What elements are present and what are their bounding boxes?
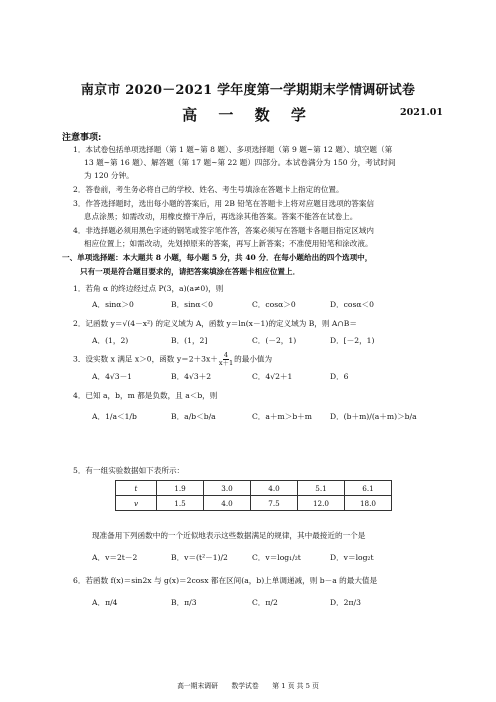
question-6-stem: 6．若函数 f(x)＝sin2x 与 g(x)＝2cosx 都在区间(a，b)上单调递减，则 b－a 的最大值是 (73, 576, 378, 585)
q3-fraction-num: 4 (223, 351, 229, 359)
notes-line: 息点涂黑；如需改动，用橡皮擦干净后，再选涂其他答案。答案不能答在试卷上。 (84, 212, 358, 221)
q1-option-c: C．cosα＞0 (252, 300, 296, 309)
table-cell: 18.0 (345, 496, 392, 511)
notes-line: 1．本试卷包括单项选择题（第 1 题~第 8 题）、多项选择题（第 9 题~第 12 题）、填空题（第 (73, 145, 393, 154)
section-heading: 一、单项选择题：本大题共 8 小题，每小题 5 分，共 40 分．在每小题给出的四个选项中， (62, 253, 373, 262)
question-1-stem: 1．若角 α 的终边经过点 P(3，a)(a≠0)，则 (73, 284, 224, 293)
question-2-stem: 2．记函数 y＝√(4－x²) 的定义域为 A，函数 y＝ln(x－1)的定义域为 B，则 A∩B＝ (73, 319, 357, 328)
question-4-stem: 4．已知 a，b，m 都是负数，且 a＜b，则 (73, 391, 218, 400)
q2-option-d: D．[－2，1) (330, 336, 375, 345)
table-cell: 4.0 (251, 481, 298, 496)
notes-line: 4．非选择题必须用黑色字迹的钢笔或签字笔作答，答案必须写在答题卡各题目指定区域内 (73, 226, 374, 235)
table-cell: 1.5 (157, 496, 204, 511)
question-5-stem: 5．有一组实验数据如下表所示： (73, 466, 185, 475)
table-cell: 12.0 (298, 496, 345, 511)
q4-option-d: D．(b＋m)/(a＋m)＞b/a (330, 412, 417, 421)
table-cell: 7.5 (251, 496, 298, 511)
notes-heading: 注意事项: (62, 133, 102, 143)
question-3-stem (73, 352, 272, 367)
q2-option-b: B．(1，2] (171, 336, 208, 345)
table-cell: 4.0 (204, 496, 251, 511)
q6-option-a: A．π/4 (92, 598, 118, 607)
q4-option-c: C．a＋m＞b＋m (252, 412, 312, 421)
q3-fraction-den: x＋1 (218, 359, 234, 367)
q3-option-a: A．4√3－1 (92, 372, 133, 381)
paper-subject: 高 一 数 学 (182, 106, 314, 124)
q5-option-c: C．v＝log₁/₂t (252, 553, 301, 562)
q6-option-d: D．2π/3 (330, 598, 361, 607)
notes-line: 3．作答选择题时，选出每小题的答案后，用 2B 铅笔在答题卡上将对应题目选项的答案信 (73, 199, 375, 208)
q3-option-c: C．4√2＋1 (252, 372, 293, 381)
q4-option-b: B．a/b＜b/a (171, 412, 216, 421)
q1-option-d: D．cosα＜0 (330, 300, 374, 309)
q1-option-a: A．sinα＞0 (92, 300, 134, 309)
section-heading-2: 只有一项是符合题目要求的，请把答案填涂在答题卡相应位置上． (80, 267, 301, 276)
table-cell: 3.0 (204, 481, 251, 496)
notes-line: 为 120 分钟。 (84, 171, 134, 180)
paper-date: 2021.01 (400, 107, 443, 118)
q3-stem-part-1: 3．设实数 x 满足 x＞0，函数 y＝2＋3x＋ (73, 354, 218, 364)
q5-option-b: B．v＝(t²－1)/2 (171, 553, 228, 562)
q3-option-b: B．4√3＋2 (171, 372, 212, 381)
q5-option-a: A．v＝2t－2 (92, 553, 138, 562)
table-cell: t (116, 481, 157, 496)
table-cell: 5.1 (298, 481, 345, 496)
q6-option-c: C．π/2 (252, 598, 278, 607)
page-footer: 高一期末调研 数学试卷 第 1 页 共 5 页 (177, 682, 319, 690)
q2-option-c: C．(－2，1) (252, 336, 297, 345)
q4-option-a: A．1/a＜1/b (92, 412, 137, 421)
paper-title: 南京市 2020－2021 学年度第一学期期末学情调研试卷 (80, 83, 416, 98)
table-row (116, 481, 392, 496)
table-row (116, 496, 392, 511)
notes-line: 相应位置上；如需改动，先划掉原来的答案，再写上新答案；不准使用铅笔和涂改液。 (84, 239, 373, 248)
q3-fraction (219, 352, 233, 367)
data-table (115, 480, 392, 511)
table-cell: 1.9 (157, 481, 204, 496)
table-cell: v (116, 496, 157, 511)
q3-stem-part-2: 的最小值为 (234, 354, 273, 364)
notes-line: 13 题~第 16 题）、解答题（第 17 题~第 22 题）四部分。本试卷满分为 150 分，考试时间 (84, 158, 396, 167)
q2-option-a: A．(1，2) (92, 336, 129, 345)
table-cell: 6.1 (345, 481, 392, 496)
q1-option-b: B．sinα＜0 (171, 300, 213, 309)
notes-line: 2．答卷前，考生务必将自己的学校、姓名、考生号填涂在答题卡上指定的位置。 (73, 185, 344, 194)
q3-option-d: D．6 (330, 372, 349, 381)
q5-option-d: D．v＝log₂t (330, 553, 374, 562)
q6-option-b: B．π/3 (171, 598, 197, 607)
q5-after-text: 现准备用下列函数中的一个近似地表示这些数据满足的规律，其中最接近的一个是 (92, 531, 366, 540)
